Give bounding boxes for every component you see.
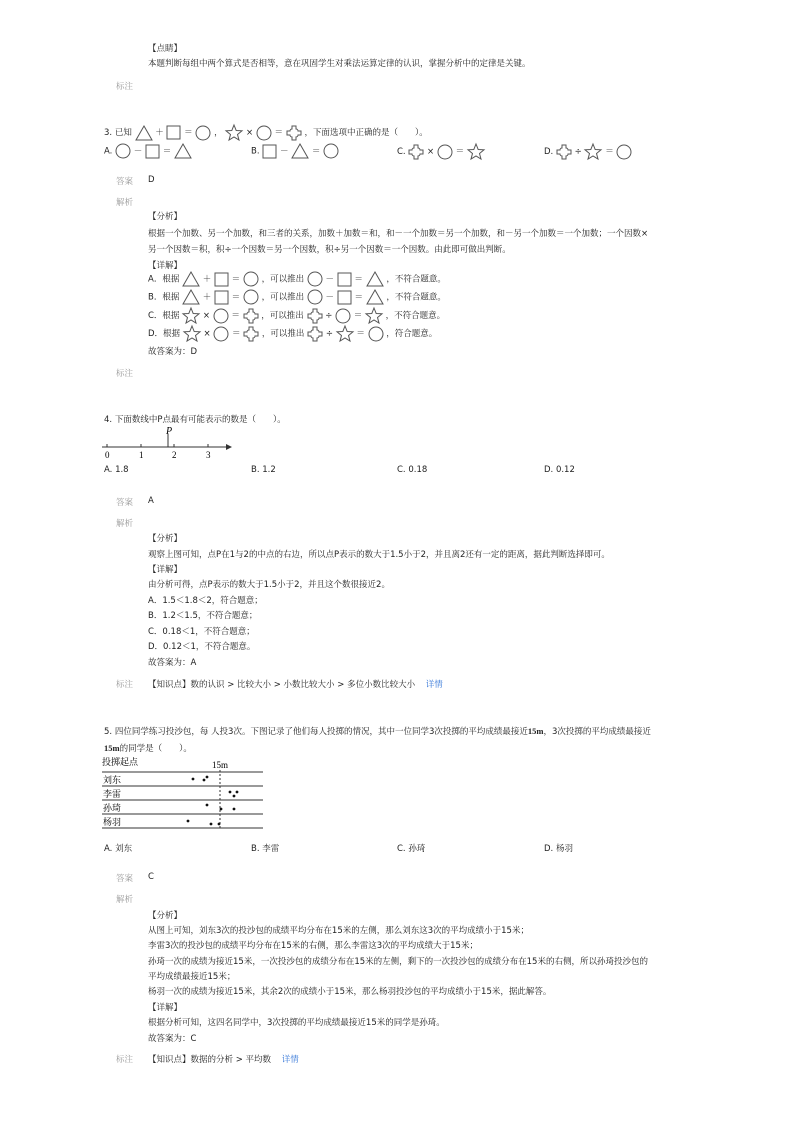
analysis-label: 解析 [116, 895, 134, 905]
analysis-line: 观察上图可知，点P在1与2的中点的右边，所以点P表示的数大于1.5小于2，并且离2还有一定的距离，据此判断选择即可。 [148, 550, 610, 560]
square-icon [214, 290, 229, 305]
question-5-stem-line1: 5. 四位同学练习投沙包，每 人投3次。下图记录了他们每人投掷的情况，其中一位同学3次投掷的平均成绩最接近15m，3次投掷的平均成绩最接近 [104, 726, 651, 737]
option-c[interactable]: C. 孙琦 [397, 844, 426, 854]
answer-value: C [148, 872, 154, 882]
triangle-icon [182, 289, 200, 305]
flower-icon [243, 308, 259, 324]
detail-item: C．0.18＜1，不符合题意； [148, 627, 255, 637]
analysis-line: 李雷3次的投沙包的成绩平均分布在15米的右侧，那么李雷这3次的平均成绩大于15米； [148, 941, 478, 951]
circle-icon [243, 289, 259, 305]
conclusion: 故答案为：A [148, 658, 197, 668]
stem-suffix: ，下面选项中正确的是（ ）。 [304, 128, 428, 138]
answer-label: 答案 [116, 498, 134, 508]
knowledge-point: 【知识点】数的认识 > 比较大小 > 小数比较大小 > 多位小数比较大小 详情 [148, 680, 443, 690]
option-d[interactable]: D. 杨羽 [544, 844, 573, 854]
name-label: 杨羽 [103, 818, 122, 828]
circle-icon [616, 144, 632, 160]
square-icon [214, 272, 229, 287]
throw-dot [220, 808, 223, 811]
question-number: 5. [104, 727, 113, 737]
option-label: A. [104, 146, 113, 157]
throw-dot [229, 791, 232, 794]
comment-text: 本题判断每组中两个算式是否相等，意在巩固学生对乘法运算定律的认识，掌握分析中的定律是关键。 [148, 59, 531, 69]
throw-dot [192, 778, 195, 781]
square-icon [337, 272, 352, 287]
star-icon [183, 325, 201, 342]
option-b[interactable]: B. 李雷 [251, 844, 280, 854]
point-p-label: P [166, 426, 173, 437]
circle-icon [368, 326, 384, 342]
star-icon [225, 124, 243, 141]
option-d[interactable]: D. 0.12 [544, 465, 575, 475]
name-label: 李雷 [103, 790, 122, 800]
option-label: D. [544, 147, 554, 157]
detail-item: D．0.12＜1，不符合题意。 [148, 642, 256, 652]
triangle-icon [366, 289, 384, 305]
detail-item-a: A．根据 ＋ ＝ ，可以推出 － ＝ ，不符合题意。 [148, 271, 446, 287]
answer-value: D [148, 175, 155, 185]
detail-head: 【详解】 [148, 565, 183, 575]
throw-dot [206, 776, 209, 779]
triangle-icon [135, 125, 153, 141]
answer-label: 答案 [116, 177, 134, 187]
star-icon [336, 325, 354, 342]
analysis-head: 【分析】 [148, 212, 183, 222]
tag-label: 标注 [116, 82, 134, 92]
name-label: 刘东 [103, 776, 122, 786]
flower-icon [307, 326, 323, 342]
throw-dot [210, 823, 213, 826]
analysis-label: 解析 [116, 519, 134, 529]
square-icon [145, 144, 160, 159]
triangle-icon [182, 271, 200, 287]
circle-icon [256, 125, 272, 141]
conclusion: 故答案为：C [148, 1034, 197, 1044]
throw-dot [218, 823, 221, 826]
analysis-label: 解析 [116, 198, 134, 208]
analysis-head: 【分析】 [148, 911, 183, 921]
detail-link[interactable]: 详情 [281, 1055, 299, 1065]
tick-label: 0 [105, 450, 110, 460]
star-icon [467, 143, 485, 160]
detail-item: A．1.5＜1.8＜2，符合题意； [148, 596, 263, 606]
option-c[interactable]: C. × ＝ [397, 143, 485, 160]
triangle-icon [291, 143, 309, 159]
name-label: 孙琦 [103, 804, 122, 814]
analysis-line: 另一个因数＝积，积÷一个因数＝另一个因数，积÷另一个因数＝一个因数。由此即可做出判断。 [148, 245, 511, 255]
analysis-line: 杨羽一次的成绩为接近15米，其余2次的成绩小于15米，那么杨羽投沙包的平均成绩小于15米，据此解答。 [148, 987, 552, 997]
conclusion: 故答案为：D [148, 347, 198, 357]
tick-label: 2 [172, 450, 177, 460]
detail-head: 【详解】 [148, 1003, 183, 1013]
flower-icon [408, 144, 424, 160]
tag-label: 标注 [116, 1055, 134, 1065]
throw-dot [203, 779, 206, 782]
triangle-icon [174, 143, 192, 159]
flower-icon [556, 144, 572, 160]
stem-prefix: 已知 [114, 128, 132, 138]
circle-icon [195, 125, 211, 141]
question-number: 3. [104, 128, 113, 138]
option-a[interactable]: A. 1.8 [104, 465, 129, 475]
flower-icon [286, 125, 302, 141]
circle-icon [323, 143, 339, 159]
detail-item-d: D．根据 × ＝ ，可以推出 ÷ ＝ ，符合题意。 [148, 325, 437, 342]
option-b[interactable]: B. － ＝ [251, 143, 339, 159]
circle-icon [115, 143, 131, 159]
option-a[interactable]: A. － ＝ [104, 143, 192, 159]
option-a[interactable]: A. 刘东 [104, 844, 133, 854]
tick-label: 3 [206, 450, 211, 460]
circle-icon [335, 308, 351, 324]
option-b[interactable]: B. 1.2 [251, 465, 276, 475]
flower-icon [307, 308, 323, 324]
option-c[interactable]: C. 0.18 [397, 465, 428, 475]
circle-icon [307, 271, 323, 287]
circle-icon [243, 271, 259, 287]
option-label: C. [397, 147, 406, 157]
tag-label: 标注 [116, 680, 134, 690]
throw-chart [102, 754, 267, 834]
detail-line: 由分析可得，点P表示的数大于1.5小于2，并且这个数很接近2。 [148, 580, 390, 590]
star-icon [365, 307, 383, 324]
throw-dot [233, 808, 236, 811]
mark-label: 15m [212, 760, 229, 770]
option-d[interactable]: D. ÷ ＝ [544, 143, 632, 160]
question-5-stem-line2: 15m的同学是（ ）。 [104, 743, 192, 754]
detail-item: B．1.2＜1.5，不符合题意； [148, 611, 258, 621]
circle-icon [307, 289, 323, 305]
comment-head: 【点睛】 [148, 44, 183, 54]
knowledge-point: 【知识点】数据的分析 > 平均数 详情 [148, 1055, 299, 1065]
flower-icon [243, 326, 259, 342]
option-label: B. [251, 146, 260, 157]
star-icon [584, 143, 602, 160]
analysis-line: 根据一个加数、另一个加数，和三者的关系，加数＋加数＝和，和－一个加数＝另一个加数，和－另一个加数＝一个加数；一个因数× [148, 229, 649, 239]
question-3-stem: 3. 已知 ＋ ＝ ， × ＝ ，下面选项中正确的是（ ）。 [104, 124, 428, 141]
analysis-line: 孙琦一次的成绩为接近15米，一次投沙包的成绩分布在15米的左侧，剩下的一次投沙包的成绩分布在15米的右侧，所以孙琦投沙包的 [148, 957, 648, 967]
throw-dot [233, 795, 236, 798]
analysis-head: 【分析】 [148, 534, 183, 544]
square-icon [166, 125, 181, 140]
circle-icon [437, 144, 453, 160]
question-number: 4. [104, 415, 113, 425]
detail-item-b: B．根据 ＋ ＝ ，可以推出 － ＝ ，不符合题意。 [148, 289, 446, 305]
detail-line: 根据分析可知，这四名同学中，3次投掷的平均成绩最接近15米的同学是孙琦。 [148, 1018, 445, 1028]
throw-dot [236, 791, 239, 794]
throw-dot [187, 820, 190, 823]
stem-text: 下面数线中P点最有可能表示的数是（ ）。 [114, 415, 286, 425]
circle-icon [213, 326, 229, 342]
tag-label: 标注 [116, 369, 134, 379]
analysis-line: 平均成绩最接近15米； [148, 972, 236, 982]
detail-item-c: C．根据 × ＝ ，可以推出 ÷ ＝ ，不符合题意。 [148, 307, 445, 324]
start-label: 投掷起点 [102, 758, 139, 768]
answer-value: A [148, 496, 154, 506]
star-icon [182, 307, 200, 324]
analysis-line: 从图上可知，刘东3次的投沙包的成绩平均分布在15米的左侧，那么刘东这3次的平均成绩小于15米； [148, 926, 529, 936]
triangle-icon [366, 271, 384, 287]
circle-icon [213, 308, 229, 324]
answer-label: 答案 [116, 874, 134, 884]
number-line [100, 424, 235, 460]
square-icon [337, 290, 352, 305]
detail-head: 【详解】 [148, 261, 183, 271]
tick-label: 1 [139, 450, 144, 460]
square-icon [262, 144, 277, 159]
throw-dot [206, 804, 209, 807]
detail-link[interactable]: 详情 [425, 680, 443, 690]
